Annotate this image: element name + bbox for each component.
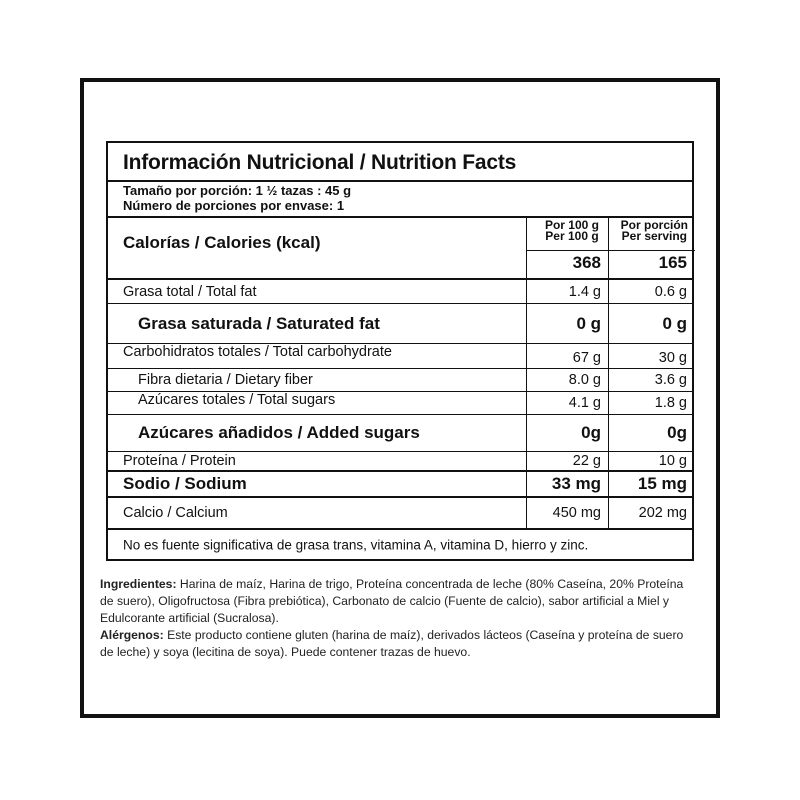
nutrient-row-dietary-fiber [108, 369, 692, 392]
per100-cell [526, 415, 609, 451]
nutrient-row-total-fat [108, 280, 692, 304]
nutrient-label: Calcio / Calcium [123, 505, 228, 521]
perserving-header-es: Por porción [620, 218, 688, 232]
per100-value: 450 mg [552, 505, 601, 521]
nutrition-facts-panel [106, 141, 694, 561]
per100-value: 4.1 g [568, 395, 601, 411]
perserving-cell [608, 392, 695, 414]
per100-cell [526, 452, 609, 470]
per100-cell [526, 392, 609, 414]
per100-cell [526, 472, 609, 496]
nutrient-label: Fibra dietaria / Dietary fiber [138, 372, 313, 388]
per100-value: 8.0 g [568, 372, 601, 388]
servings-per-container: Número de porciones por envase: 1 [123, 198, 345, 213]
nutrient-label: Azúcares totales / Total sugars [138, 392, 336, 408]
calories-per100: 368 [572, 253, 601, 272]
nutrient-row-calcium [108, 498, 692, 530]
perserving-cell [608, 344, 695, 368]
perserving-cell [608, 369, 695, 391]
perserving-value: 0g [667, 423, 687, 442]
serving-section [108, 180, 692, 218]
perserving-cell [608, 304, 695, 343]
nutrient-row-total-sugars [108, 392, 692, 415]
per100-value: 22 g [572, 453, 601, 469]
perserving-cell [608, 452, 695, 470]
perserving-cell [608, 472, 695, 496]
nutrient-label: Grasa total / Total fat [123, 283, 257, 300]
per100-header-en: Per 100 g [545, 229, 599, 243]
per100-header-es: Por 100 g [544, 218, 599, 232]
perserving-value: 30 g [658, 350, 687, 366]
nutrient-label: Grasa saturada / Saturated fat [138, 313, 380, 333]
footnote-row [108, 530, 692, 559]
nutrient-row-saturated-fat [108, 304, 692, 344]
panel-title: Información Nutricional / Nutrition Facts [123, 151, 517, 174]
per100-header-text [545, 220, 599, 242]
nutrient-label: Azúcares añadidos / Added sugars [138, 423, 420, 442]
perserving-cell [608, 498, 695, 528]
calories-perserving: 165 [658, 253, 687, 272]
perserving-value: 3.6 g [654, 372, 687, 388]
perserving-header-en: Per serving [621, 229, 688, 243]
calories-row [108, 216, 692, 280]
allergens-text: Este producto contiene gluten (harina de maíz), derivados lácteos (Caseína y proteína de suero de leche) y soya (lecitina de soya). Puede contener trazas de huevo. [100, 628, 684, 659]
nutrient-label: Proteína / Protein [123, 453, 236, 469]
ingredients-paragraph [100, 576, 700, 627]
nutrient-row-total-carbohydrate [108, 344, 692, 369]
per100-value: 0 g [576, 313, 601, 333]
per100-cell [526, 280, 609, 303]
per100-value: 1.4 g [568, 283, 601, 300]
nutrient-label: Sodio / Sodium [123, 474, 247, 493]
perserving-value: 202 mg [638, 505, 687, 521]
per100-cell [526, 369, 609, 391]
ingredients-block [100, 576, 700, 661]
nutrient-row-sodium [108, 472, 692, 498]
perserving-value: 1.8 g [654, 395, 687, 411]
perserving-header-text [621, 220, 688, 242]
per100-value: 0g [581, 423, 601, 442]
nutrient-label: Carbohidratos totales / Total carbohydrate [123, 344, 392, 360]
footnote: No es fuente significativa de grasa trans, vitamina A, vitamina D, hierro y zinc. [123, 537, 589, 552]
allergens-label: Alérgenos: [100, 628, 164, 642]
per100-cell [526, 304, 609, 343]
ingredients-label: Ingredientes: [100, 577, 177, 591]
perserving-value: 10 g [658, 453, 687, 469]
allergens-paragraph [100, 627, 700, 661]
perserving-value: 15 mg [637, 474, 687, 493]
perserving-column-header [608, 216, 695, 278]
nutrient-row-added-sugars [108, 415, 692, 452]
title-section [108, 143, 692, 182]
per100-value: 33 mg [551, 474, 601, 493]
ingredients-text: Harina de maíz, Harina de trigo, Proteína concentrada de leche (80% Caseína, 20% Proteína de suero), Oligofructosa (Fibra prebiótica), Carbonato de calcio (Fuente de calcio), sabor artificial a Miel y Edulcorante artificial (Sucralosa). [100, 577, 684, 625]
perserving-value: 0 g [662, 313, 687, 333]
per100-column-header [526, 216, 609, 278]
per100-cell [526, 498, 609, 528]
calories-label: Calorías / Calories (kcal) [123, 233, 321, 252]
per100-value: 67 g [572, 350, 601, 366]
perserving-value: 0.6 g [654, 283, 687, 300]
nutrient-row-protein [108, 452, 692, 472]
perserving-cell [608, 415, 695, 451]
per100-cell [526, 344, 609, 368]
serving-size: Tamaño por porción: 1 ½ tazas : 45 g [123, 183, 352, 198]
perserving-cell [608, 280, 695, 303]
